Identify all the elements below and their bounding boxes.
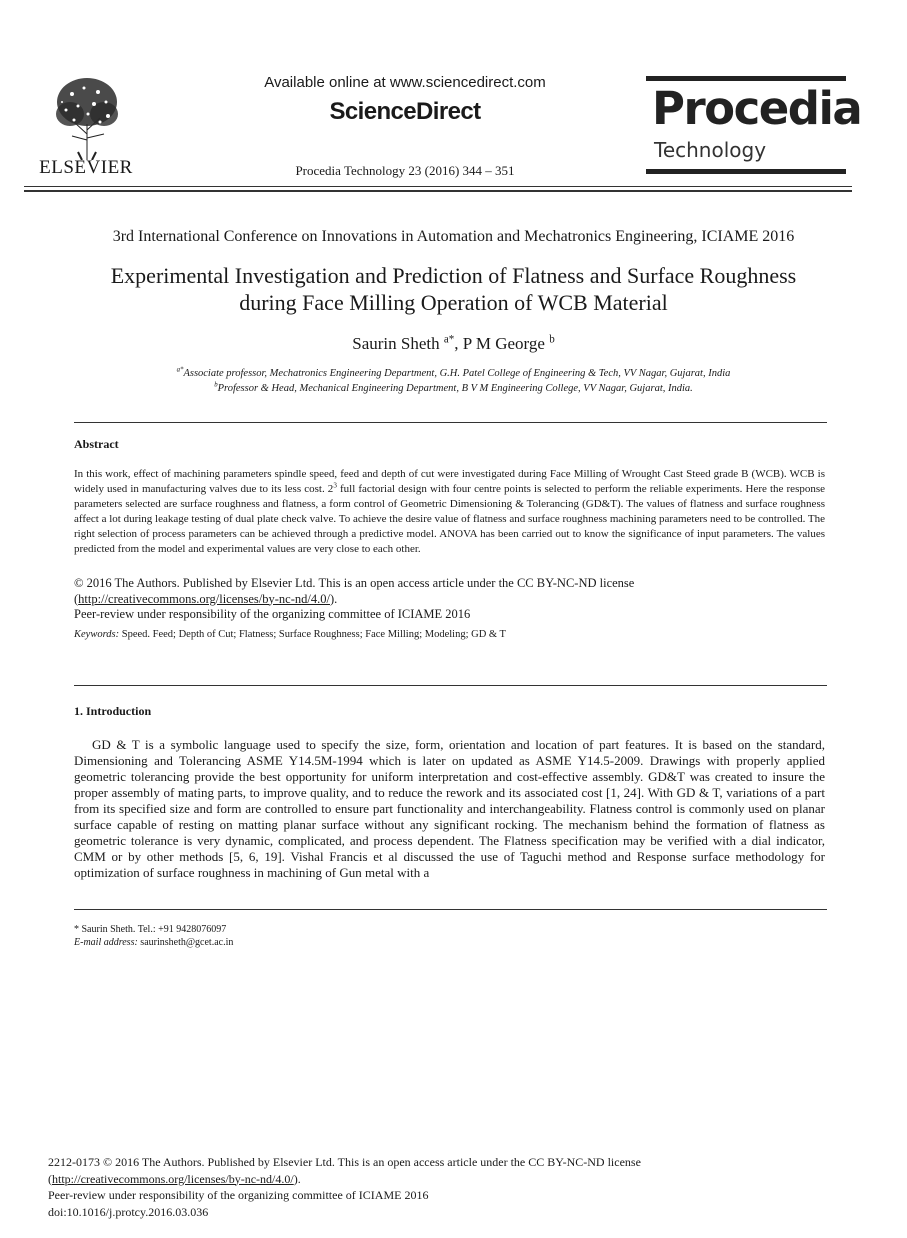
procedia-logo-subtitle: Technology (654, 138, 767, 162)
abstract-bottom-rule (74, 685, 827, 686)
footnote-email-label: E-mail address: (74, 937, 138, 948)
bottom-peer-review: Peer-review under responsibility of the organizing committee of ICIAME 2016 (48, 1188, 429, 1202)
header-rule-thick (24, 190, 852, 192)
procedia-logo (646, 76, 862, 174)
author-separator: , (454, 334, 463, 353)
license-suffix: ). (329, 591, 338, 606)
license-prefix: ( (74, 591, 79, 606)
abstract-top-rule (74, 422, 827, 423)
author-1-name: Saurin Sheth (352, 334, 440, 353)
keywords-list: Speed. Feed; Depth of Cut; Flatness; Surface Roughness; Face Milling; Modeling; GD & T (119, 629, 506, 640)
bottom-license-suffix: ). (293, 1171, 301, 1186)
author-1-affil-mark: a* (443, 333, 455, 346)
doi[interactable]: doi:10.1016/j.protcy.2016.03.036 (48, 1204, 209, 1219)
paper-title-line-2: during Face Milling Operation of WCB Material (239, 290, 668, 315)
journal-reference: Procedia Technology 23 (2016) 344 – 351 (295, 163, 515, 178)
footnote-email-line (74, 936, 825, 949)
affiliations (40, 366, 867, 396)
procedia-logo-title: Procedia (652, 82, 862, 135)
affiliation-b-mark: b (214, 381, 218, 389)
bottom-license-line (48, 1171, 868, 1188)
issn-line: 2212-0173 © 2016 The Authors. Published by Elsevier Ltd. This is an open access article under the CC BY-NC-ND license (48, 1155, 641, 1169)
elsevier-tree-logo-icon (52, 74, 122, 160)
author-2-name: P M George (462, 334, 545, 353)
affiliation-b (40, 381, 867, 396)
abstract-text (74, 467, 825, 557)
publication-info (48, 1154, 868, 1220)
paper-title (40, 262, 867, 316)
header-rule-thin (24, 186, 852, 187)
abstract-text-part-1: In this work, effect of machining parameters spindle speed, feed and depth of cut were investigated during Face Milling of Wrought Cast Steed grade B (WCB). WCB is widely used in manufacturing valves due to its less cost. 2 (74, 468, 825, 495)
peer-review-line: Peer-review under responsibility of the organizing committee of ICIAME 2016 (74, 607, 471, 621)
author-list (40, 334, 867, 354)
procedia-bottom-bar (646, 169, 846, 174)
keywords-line (74, 629, 825, 640)
paper-title-line-1: Experimental Investigation and Prediction of Flatness and Surface Roughness (110, 263, 797, 288)
available-online-text: Available online at www.sciencedirect.com (264, 74, 546, 91)
license-link[interactable]: http://creativecommons.org/licenses/by-nc-nd/4.0/ (78, 591, 330, 606)
affiliation-a-mark: a* (176, 366, 184, 374)
conference-name: 3rd International Conference on Innovations in Automation and Mechatronics Engineering, ICIAME 2016 (112, 228, 795, 245)
bottom-license-prefix: ( (48, 1171, 52, 1186)
abstract-superscript: 3 (333, 481, 337, 490)
abstract-heading: Abstract (74, 437, 119, 451)
license-line (74, 592, 825, 608)
sciencedirect-brand: ScienceDirect (329, 98, 481, 125)
introduction-paragraph: GD & T is a symbolic language used to specify the size, form, orientation and location of part features. It is based on the standard, Dimensioning and Tolerancing ASME Y14.5M-1994 which is later on updated as ASME Y14.5-2009. Drawings with properly applied geometric tolerancing provide the best opportunity for uniform interpretation and cost-effective assembly. GD&T was created to insure the proper assembly of mating parts, to improve quality, and to reduce the rework and its associated cost [1, 24]. With GD & T, variations of a part from its specified size and form are controlled to ensure part functionality and interchangeability. Flatness control is commonly used on planar surface capable of resting on matting planar surface without any significant rocking. The mechanism behind the formation of flatness as geometric tolerance is very dynamic, complicated, and process dependent. The Flatness specification may be verified with a dial indicator, CMM or by other methods [5, 6, 19]. Vishal Francis et al discussed the use of Taguchi method and Response surface methodology for optimization of surface roughness in machining of Gun metal with a (74, 737, 825, 880)
abstract-text-part-2: full factorial design with four centre points is selected to perform the reliable experiments. Here the response parameters selected are surface roughness and flatness, a form control of Geometric Dimensioning & Tolerancing (GD&T). The values of flatness and surface roughness affect a lot during leakage testing of dual plate check valve. To achieve the desire value of flatness and surface roughness machining parameters need to be controlled. The right selection of process parameters can be achieved through a predictive model. ANOVA has been carried out to know the significance of input parameters. The values predicted from the model and experimental values are very close to each other. (74, 483, 826, 555)
footnote-contact: * Saurin Sheth. Tel.: +91 9428076097 (74, 924, 227, 935)
affiliation-a-text: Associate professor, Mechatronics Engineering Department, G.H. Patel College of Engineering & Tech, VV Nagar, Gujarat, India (183, 368, 731, 379)
affiliation-b-text: Professor & Head, Mechanical Engineering Department, B V M Engineering College, VV Nagar, Gujarat, India. (217, 383, 693, 394)
footnote-email[interactable]: saurinsheth@gcet.ac.in (137, 937, 234, 948)
introduction-heading: 1. Introduction (74, 704, 152, 718)
affiliation-a (40, 366, 867, 381)
footnote-rule (74, 909, 827, 910)
bottom-license-link[interactable]: http://creativecommons.org/licenses/by-nc-nd/4.0/ (52, 1171, 294, 1186)
copyright-line: © 2016 The Authors. Published by Elsevier Ltd. This is an open access article under the CC BY-NC-ND license (74, 576, 635, 590)
publisher-name: ELSEVIER (39, 157, 133, 178)
copyright-block (74, 576, 825, 623)
keywords-label: Keywords: (74, 629, 120, 640)
corresponding-author-footnote (74, 923, 825, 949)
procedia-top-bar (646, 76, 846, 81)
author-2-affil-mark: b (549, 333, 555, 346)
